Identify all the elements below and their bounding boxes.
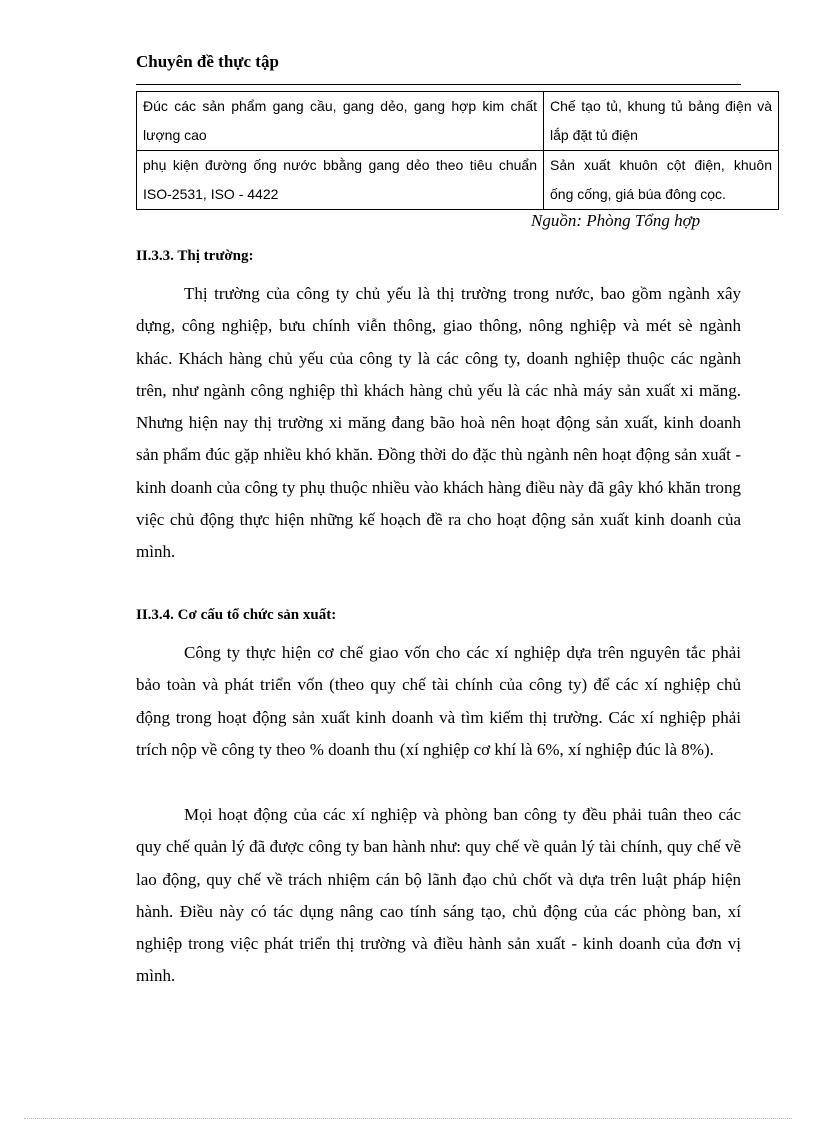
product-table	[136, 91, 779, 210]
section-heading-organization: II.3.4. Cơ cấu tổ chức sản xuất:	[136, 607, 337, 623]
table-cell: Sản xuất khuôn cột điện, khuôn ống cống, giá búa đông cọc.	[544, 151, 779, 210]
table-row	[137, 92, 779, 151]
header-divider	[136, 84, 741, 85]
page-header-title: Chuyên đề thực tập	[136, 52, 279, 71]
paragraph-capital: Công ty thực hiện cơ chế giao vốn cho các xí nghiệp dựa trên nguyên tắc phải bảo toàn và phát triển vốn (theo quy chế tài chính của công ty) để các xí nghiệp chủ động trong hoạt động sản xuất kinh doanh và tìm kiếm thị trường. Các xí nghiệp phải trích nộp về công ty theo % doanh thu (xí nghiệp cơ khí là 6%, xí nghiệp đúc là 8%).	[136, 643, 741, 759]
table-cell: Chế tạo tủ, khung tủ bảng điện và lắp đặt tủ điện	[544, 92, 779, 151]
table-row	[137, 151, 779, 210]
paragraph-market: Thị trường của công ty chủ yếu là thị trường trong nước, bao gồm ngành xây dựng, công nghiệp, bưu chính viễn thông, giao thông, nông nghiệp và mét sè ngành khác. Khách hàng chủ yếu của công ty là các công ty, doanh nghiệp thuộc các ngành trên, như ngành công nghiệp thì khách hàng chủ yếu là các nhà máy sản xuất xi măng. Nhưng hiện nay thị trường xi măng đang bão hoà nên hoạt động sản xuất, kinh doanh sản phẩm đúc gặp nhiều khó khăn. Đồng thời do đặc thù ngành nên hoạt động sản xuất - kinh doanh của công ty phụ thuộc nhiều vào khách hàng điều này đã gây khó khăn trong việc chủ động thực hiện những kế hoạch đề ra cho hoạt động sản xuất kinh doanh của mình.	[136, 284, 741, 562]
page-bottom-border	[24, 1118, 792, 1119]
paragraph-regulations: Mọi hoạt động của các xí nghiệp và phòng ban công ty đều phải tuân theo các quy chế quản lý đã được công ty ban hành như: quy chế về quản lý tài chính, quy chế về lao động, quy chế về trách nhiệm cán bộ lãnh đạo chủ chốt và dựa trên luật pháp hiện hành. Điều này có tác dụng nâng cao tính sáng tạo, chủ động của các phòng ban, xí nghiệp trong việc phát triển thị trường và điều hành sản xuất - kinh doanh của đơn vị mình.	[136, 805, 741, 986]
section-heading-market: II.3.3. Thị trường:	[136, 248, 254, 264]
table-source-note: Nguồn: Phòng Tổng hợp	[531, 211, 701, 230]
table-cell: Đúc các sản phẩm gang cầu, gang dẻo, gang hợp kim chất lượng cao	[137, 92, 544, 151]
table-cell: phụ kiện đường ống nước bbằng gang dẻo theo tiêu chuẩn ISO-2531, ISO - 4422	[137, 151, 544, 210]
